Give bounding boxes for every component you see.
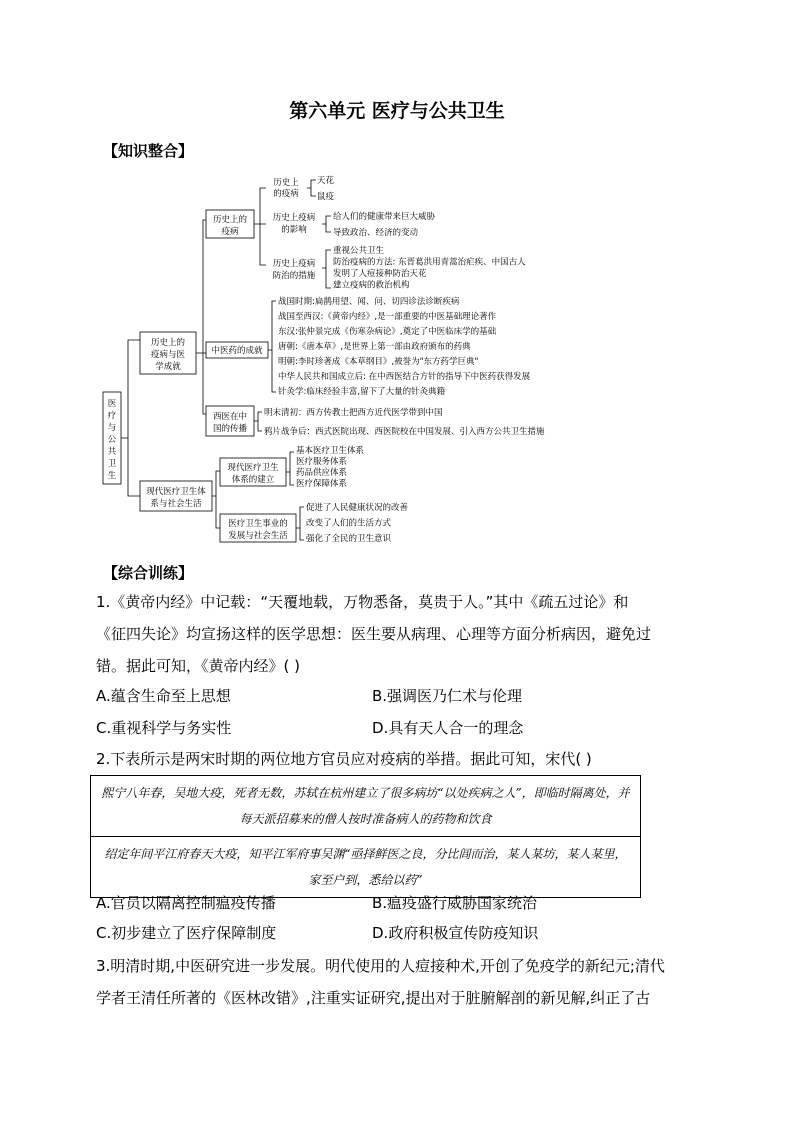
map-root-char: 医 xyxy=(107,399,117,409)
map-node-label: 的疫病 xyxy=(273,189,299,199)
question-3-line: 学者王清任所著的《医林改错》,注重实证研究,提出对于脏腑解剖的新见解,纠正了古 xyxy=(96,989,651,1007)
map-branch-1-label: 历史上的 xyxy=(150,338,186,348)
section-practice: 【综合训练】 xyxy=(103,564,194,582)
map-leaf: 东汉:张仲景完成《伤寒杂病论》,奠定了中医临床学的基础 xyxy=(278,327,497,337)
map-leaf: 改变了人们的生活方式 xyxy=(306,518,392,529)
map-root-char: 疗 xyxy=(107,411,117,421)
map-leaf: 重视公共卫生 xyxy=(333,246,385,256)
map-leaf: 鼠疫 xyxy=(317,192,335,202)
map-leaf: 导致政治、经济的变动 xyxy=(333,228,419,238)
map-branch-2b-label: 发展与社会生活 xyxy=(228,531,288,541)
map-branch-2b-label: 医疗卫生事业的 xyxy=(228,519,288,529)
map-leaf: 发明了人痘接种防治天花 xyxy=(333,269,427,279)
question-3-line: 3.明清时期,中医研究进一步发展。明代使用的人痘接种术,开创了免疫学的新纪元;清代 xyxy=(96,957,665,975)
q1-option-d[interactable]: D.具有天人合一的理念 xyxy=(372,719,524,737)
map-root-char: 卫 xyxy=(107,459,117,469)
q2-option-d[interactable]: D.政府积极宣传防疫知识 xyxy=(372,924,539,942)
map-node-label: 历史上疫病 xyxy=(272,213,316,223)
map-branch-1a-label: 疫病 xyxy=(221,227,239,237)
map-branch-1-label: 疫病与医 xyxy=(150,350,186,360)
map-leaf: 防治疫病的方法: 东晋葛洪用青蒿治疟疾、中国古人 xyxy=(333,257,526,268)
map-branch-1a-label: 历史上的 xyxy=(212,215,248,225)
q2-option-b[interactable]: B.瘟疫盛行威胁国家统治 xyxy=(372,894,538,912)
map-leaf: 建立疫病的救治机构 xyxy=(333,280,410,291)
map-root-char: 与 xyxy=(107,423,117,433)
question-1 xyxy=(96,586,696,682)
map-leaf: 中华人民共和国成立后: 在中西医结合方针的指导下中医药获得发展 xyxy=(278,372,531,382)
table-row: 绍定年间平江府春天大疫，知平江军府事吴渊“亟择鲜医之良，分比闾而治，某人某坊，某人某里，家至户到，悉给以药” xyxy=(91,837,641,898)
table-row: 熙宁八年春，吴地大疫，死者无数，苏轼在杭州建立了很多病坊“以处疾病之人”，即临时隔离处，并每天派招募来的僧人按时准备病人的药物和饮食 xyxy=(91,776,641,837)
q1-option-a[interactable]: A.蕴含生命至上思想 xyxy=(96,687,231,705)
map-branch-1c-label: 国的传播 xyxy=(212,424,248,434)
question-2-table xyxy=(90,775,641,898)
map-root-text xyxy=(108,399,117,481)
map-leaf: 明朝:李时珍著成《本草纲目》,被誉为"东方药学巨典" xyxy=(278,357,479,367)
map-leaf: 医疗服务体系 xyxy=(296,457,348,467)
map-branch-1b-label: 中医药的成就 xyxy=(211,346,263,356)
map-branch-2a-label: 现代医疗卫生 xyxy=(227,463,279,473)
question-3 xyxy=(96,950,696,1014)
question-1-line: 错。据此可知，《黄帝内经》( ) xyxy=(96,657,300,675)
map-leaf: 强化了全民的卫生意识 xyxy=(306,534,392,544)
map-leaf: 天花 xyxy=(317,176,335,186)
map-leaf: 针灸学:临床经验丰富,留下了大量的针灸典籍 xyxy=(278,387,446,397)
map-leaf: 基本医疗卫生体系 xyxy=(296,446,365,456)
map-leaf: 医疗保障体系 xyxy=(296,479,348,489)
map-leaf: 战国时期:扁鹊用望、闻、问、切四诊法诊断疾病 xyxy=(278,297,460,307)
q1-option-c[interactable]: C.重视科学与务实性 xyxy=(96,719,232,737)
mind-map xyxy=(100,170,660,550)
map-root-char: 共 xyxy=(107,447,117,457)
q2-option-a[interactable]: A.官员以隔离控制瘟疫传播 xyxy=(96,894,276,912)
page-title: 第六单元 医疗与公共卫生 xyxy=(289,100,505,122)
map-node-label: 历史上疫病 xyxy=(272,259,316,269)
question-1-line: 1.《黄帝内经》中记载：“天覆地载，万物悉备，莫贵于人。”其中《疏五过论》和 xyxy=(96,593,629,611)
question-2-stem: 2.下表所示是两宋时期的两位地方官员应对疫病的举措。据此可知，宋代( ) xyxy=(96,750,592,768)
map-node-label: 历史上 xyxy=(273,178,299,188)
map-branch-1-label: 学成就 xyxy=(155,362,181,372)
map-branch-1c-label: 西医在中 xyxy=(212,412,248,422)
map-leaf: 给人们的健康带来巨大威胁 xyxy=(333,212,436,222)
map-leaf: 明末清初：西方传教士把西方近代医学带到中国 xyxy=(264,408,443,418)
map-leaf: 战国至西汉:《黄帝内经》,是一部重要的中医基础理论著作 xyxy=(278,312,497,322)
section-knowledge: 【知识整合】 xyxy=(103,142,194,160)
map-leaf: 鸦片战争后：西式医院出现、西医院校在中国发展、引入西方公共卫生措施 xyxy=(264,427,545,437)
question-1-line: 《征四失论》均宣扬这样的医学思想：医生要从病理、心理等方面分析病因，避免过 xyxy=(96,625,652,643)
map-root-char: 公 xyxy=(107,435,117,445)
map-branch-2-label: 系与社会生活 xyxy=(150,499,202,509)
q2-option-c[interactable]: C.初步建立了医疗保障制度 xyxy=(96,924,277,942)
map-branch-2-label: 现代医疗卫生体 xyxy=(146,487,206,497)
map-leaf: 促进了人民健康状况的改善 xyxy=(306,503,409,513)
map-branch-2a-label: 体系的建立 xyxy=(231,475,275,485)
map-leaf: 唐朝:《唐本草》,是世界上第一部由政府颁布的药典 xyxy=(278,342,471,352)
map-node-label: 的影响 xyxy=(281,225,307,235)
map-leaf: 药品供应体系 xyxy=(296,468,348,478)
map-node-label: 防治的措施 xyxy=(272,271,316,281)
map-root-char: 生 xyxy=(107,471,117,481)
q1-option-b[interactable]: B.强调医乃仁术与伦理 xyxy=(372,687,523,705)
